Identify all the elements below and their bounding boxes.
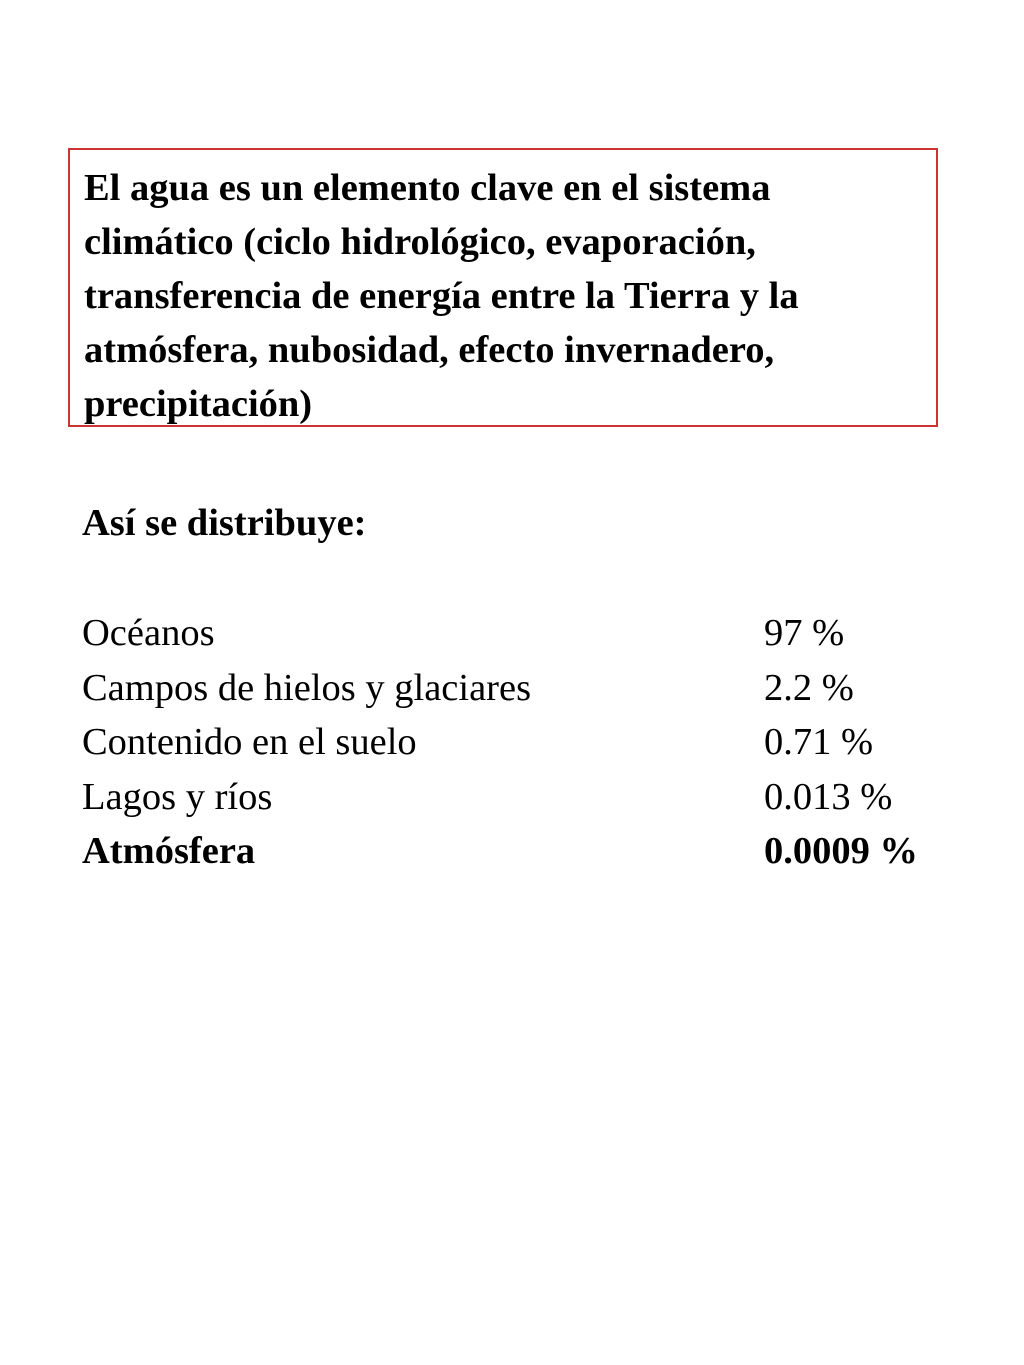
distribution-row-oceans	[82, 606, 982, 661]
distribution-row-atmosphere	[82, 824, 982, 879]
distribution-name: Campos de hielos y glaciares	[82, 666, 532, 709]
distribution-name: Océanos	[82, 612, 215, 654]
distribution-row-ice-glaciers	[82, 661, 982, 716]
intro-text: El agua es un elemento clave en el sistema climático (ciclo hidrológico, evaporación, transferencia de energía entre la Tierra y la atmósfera, nubosidad, efecto invernadero, precipitación)	[84, 167, 799, 425]
intro-box	[68, 148, 938, 427]
distribution-value: 0.013 %	[764, 775, 893, 818]
distribution-value: 0.0009 %	[764, 830, 918, 872]
distribution-value: 2.2 %	[764, 666, 854, 709]
distribution-name: Atmósfera	[82, 830, 256, 872]
distribution-row-soil	[82, 715, 982, 770]
distribution-row-lakes-rivers	[82, 770, 982, 825]
distribution-name: Contenido en el suelo	[82, 721, 417, 763]
distribution-value: 0.71 %	[764, 721, 874, 763]
distribution-list	[82, 606, 982, 879]
distribution-value: 97 %	[764, 612, 845, 654]
distribution-heading: Así se distribuye:	[82, 502, 367, 544]
distribution-name: Lagos y ríos	[82, 775, 273, 818]
